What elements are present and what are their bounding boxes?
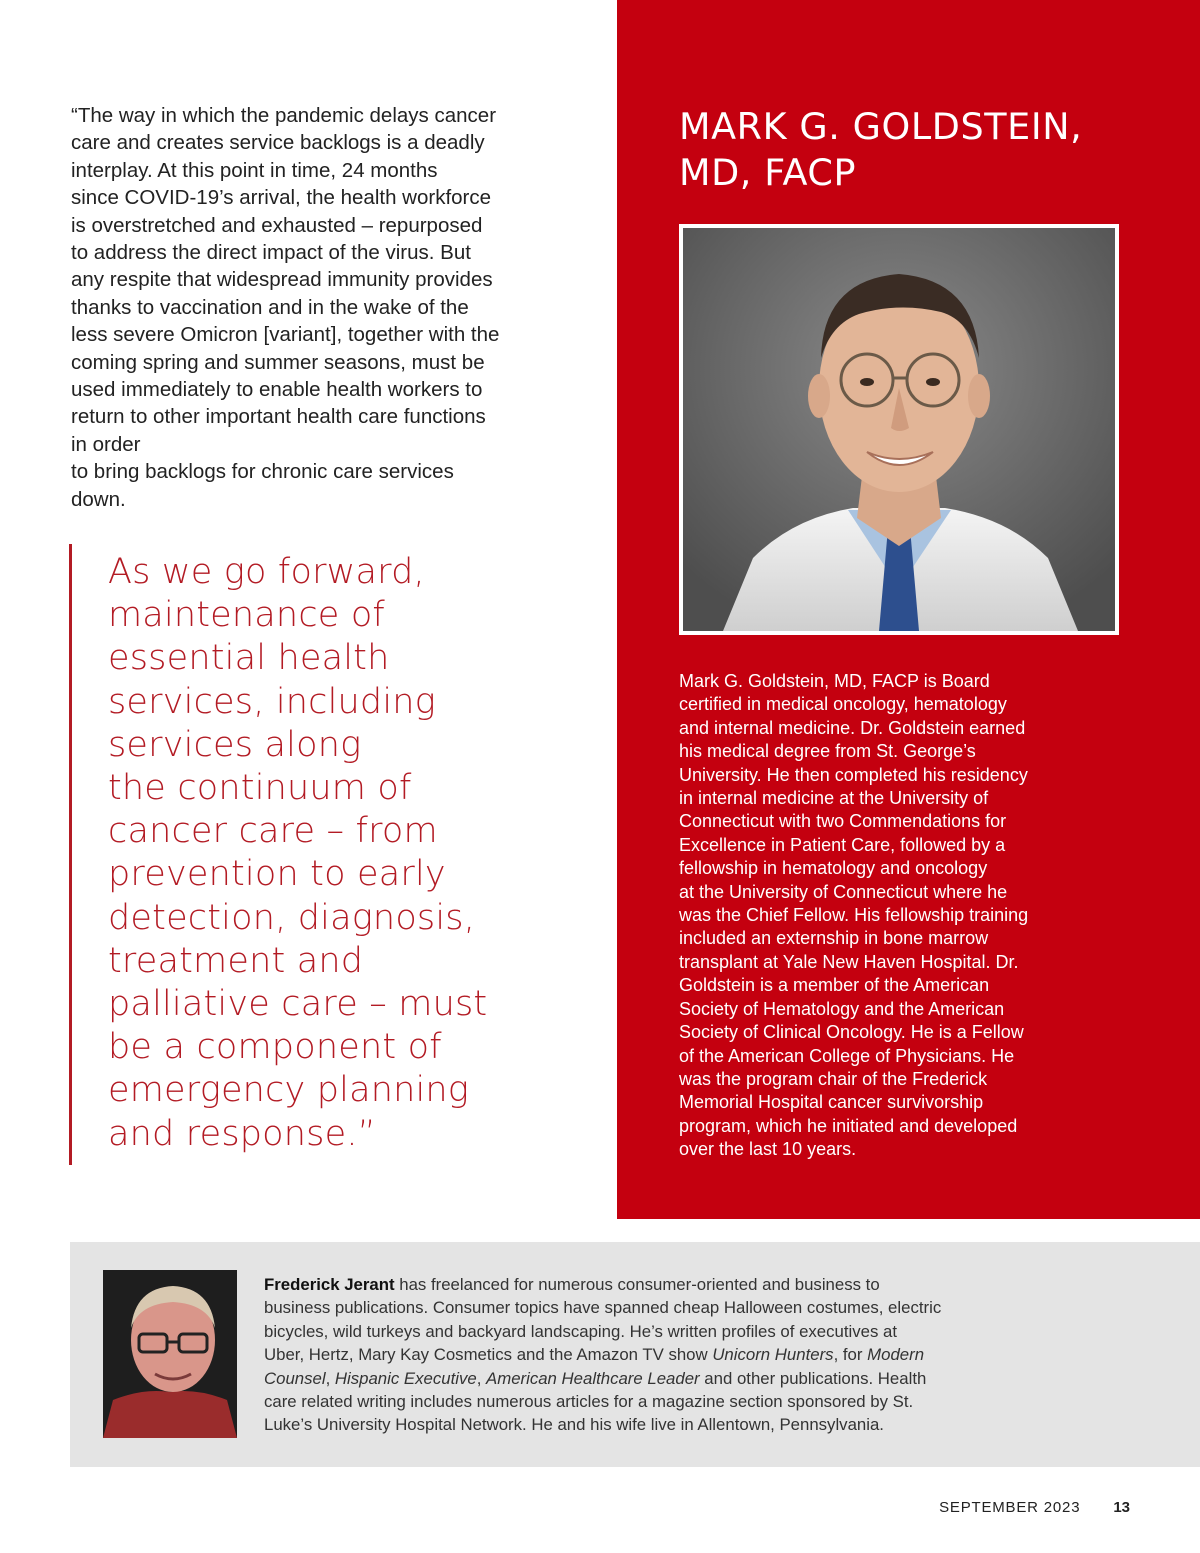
bio-line: Goldstein is a member of the American <box>679 975 990 996</box>
page-number: 13 <box>1113 1499 1130 1516</box>
bio-line: was the Chief Fellow. His fellowship training <box>679 905 1029 926</box>
publication-title: Counsel <box>264 1368 326 1388</box>
author-bio-line: Luke’s University Hospital Network. He and his wife live in Allentown, Pennsylvania. <box>264 1415 884 1435</box>
author-bio-text: has freelanced for numerous consumer-oriented and business to <box>394 1275 880 1294</box>
publication-title: Modern <box>867 1345 925 1365</box>
quote-line: is overstretched and exhausted – repurposed <box>71 213 483 237</box>
publication-title: American Healthcare Leader <box>486 1368 700 1388</box>
author-box <box>70 1242 1200 1467</box>
bio-name-line: MD, FACP <box>679 151 857 194</box>
author-bio-line: care related writing includes numerous articles for a magazine section sponsored by St. <box>264 1392 914 1412</box>
quote-line: less severe Omicron [variant], together with the <box>71 323 500 347</box>
quote-line: “The way in which the pandemic delays cancer <box>71 104 497 127</box>
pull-quote-line: and response.” <box>108 1113 377 1154</box>
bio-line: over the last 10 years. <box>679 1139 857 1160</box>
author-name: Frederick Jerant <box>264 1275 395 1294</box>
bio-name-line: MARK G. GOLDSTEIN, <box>679 105 1083 148</box>
bio-line: at the University of Connecticut where he <box>679 881 1008 902</box>
author-bio-line: bicycles, wild turkeys and backyard landscaping. He’s written profiles of executives at <box>264 1321 898 1341</box>
author-bio-line <box>264 1367 941 1390</box>
bio-line: was the program chair of the Frederick <box>679 1068 988 1089</box>
quote-line: thanks to vaccination and in the wake of the <box>71 295 469 319</box>
bio-line: transplant at Yale New Haven Hospital. Dr. <box>679 951 1019 972</box>
pull-quote-line: palliative care – must <box>108 984 488 1025</box>
pull-quote-line: detection, diagnosis, <box>108 897 476 938</box>
author-bio-text: , <box>476 1368 487 1388</box>
bio-text <box>679 670 1028 1162</box>
bio-line: certified in medical oncology, hematology <box>679 694 1007 715</box>
portrait-image <box>683 228 1115 631</box>
bio-line: Excellence in Patient Care, followed by a <box>679 834 1006 855</box>
quote-line: any respite that widespread immunity provides <box>71 268 493 292</box>
publication-title: Hispanic Executive <box>334 1368 477 1388</box>
author-bio-text: Uber, Hertz, Mary Kay Cosmetics and the Amazon TV show <box>264 1345 713 1365</box>
pull-quote-line: maintenance of <box>108 595 385 636</box>
pull-quote-line: essential health <box>108 638 390 679</box>
bio-line: included an externship in bone marrow <box>679 928 989 949</box>
quote-line: in order <box>71 432 141 456</box>
bio-line: and internal medicine. Dr. Goldstein earned <box>679 717 1026 738</box>
pull-quote <box>69 544 552 1165</box>
goldstein-portrait <box>679 224 1119 635</box>
bio-line: Mark G. Goldstein, MD, FACP is Board <box>679 671 990 691</box>
publication-title: Unicorn Hunters <box>712 1345 834 1365</box>
quote-line: care and creates service backlogs is a deadly <box>71 131 485 155</box>
quote-line: used immediately to enable health workers to <box>71 378 483 402</box>
bio-name-heading <box>679 104 1082 196</box>
bio-line: his medical degree from St. George’s <box>679 741 976 762</box>
author-photo-image <box>103 1270 237 1438</box>
author-bio <box>264 1273 941 1437</box>
bio-line: Society of Clinical Oncology. He is a Fellow <box>679 1022 1024 1043</box>
pull-quote-line: the continuum of <box>108 768 412 809</box>
bio-line: of the American College of Physicians. He <box>679 1045 1015 1066</box>
author-bio-line <box>264 1343 941 1366</box>
pull-quote-text <box>108 551 487 1156</box>
author-bio-line: business publications. Consumer topics have spanned cheap Halloween costumes, electric <box>264 1298 942 1318</box>
page-footer <box>939 1499 1130 1516</box>
quote-line: to bring backlogs for chronic care services <box>71 460 454 484</box>
bio-line: Society of Hematology and the American <box>679 998 1005 1019</box>
intro-quote <box>71 102 596 513</box>
bio-line: program, which he initiated and developed <box>679 1115 1018 1136</box>
pull-quote-line: services along <box>108 724 362 765</box>
pull-quote-line: services, including <box>108 681 436 722</box>
bio-line: Memorial Hospital cancer survivorship <box>679 1092 984 1113</box>
pull-quote-line: cancer care – from <box>108 811 438 852</box>
quote-line: down. <box>71 487 126 511</box>
pull-quote-line: treatment and <box>108 940 364 981</box>
quote-line: interplay. At this point in time, 24 months <box>71 158 438 182</box>
quote-line: coming spring and summer seasons, must be <box>71 350 485 374</box>
pull-quote-line: be a component of <box>108 1027 442 1068</box>
pull-quote-line: prevention to early <box>108 854 446 895</box>
pull-quote-line: emergency planning <box>108 1070 469 1111</box>
author-bio-text: , for <box>833 1345 868 1365</box>
quote-line: return to other important health care functions <box>71 405 486 429</box>
bio-line: fellowship in hematology and oncology <box>679 858 988 879</box>
author-bio-text: and other publications. Health <box>699 1368 927 1388</box>
bio-line: University. He then completed his residency <box>679 764 1028 785</box>
issue-date: SEPTEMBER 2023 <box>939 1499 1081 1516</box>
bio-line: in internal medicine at the University of <box>679 788 989 809</box>
bio-panel <box>617 0 1200 1219</box>
pull-quote-line: As we go forward, <box>108 552 425 592</box>
quote-line: to address the direct impact of the virus. But <box>71 241 471 265</box>
author-photo <box>103 1270 237 1438</box>
bio-line: Connecticut with two Commendations for <box>679 811 1007 832</box>
author-bio-text: , <box>325 1368 335 1388</box>
quote-line: since COVID-19’s arrival, the health workforce <box>71 186 492 210</box>
